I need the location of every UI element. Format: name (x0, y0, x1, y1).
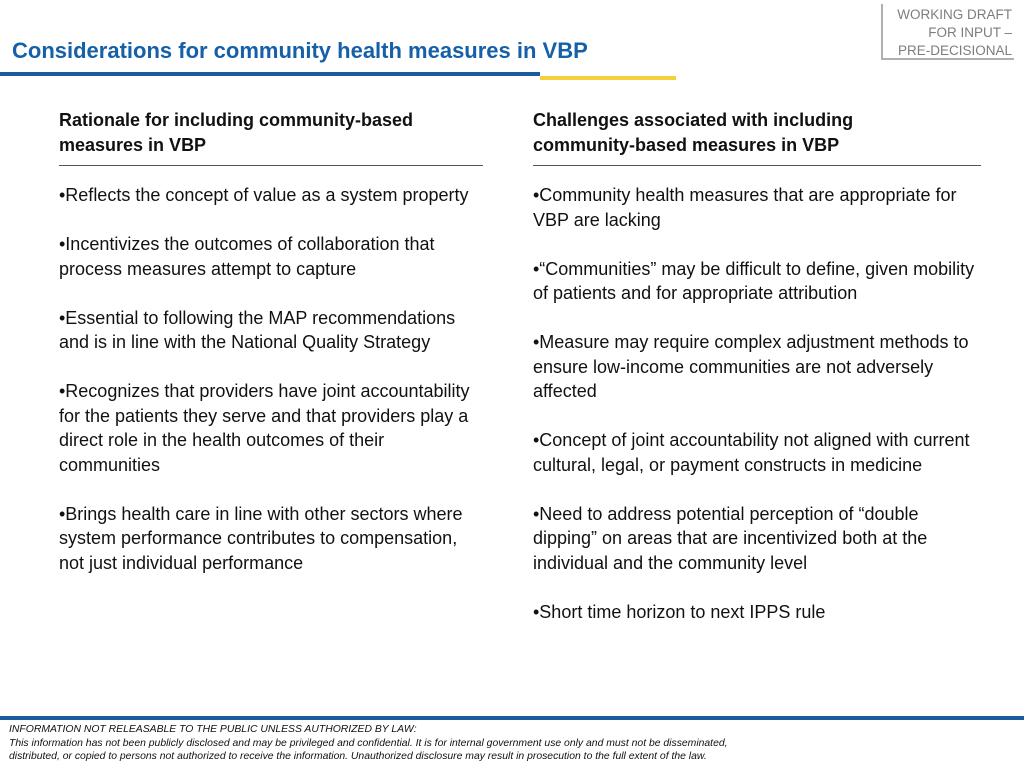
list-item: •Measure may require complex adjustment methods to ensure low-income communities are not adversely affected (533, 332, 969, 401)
title-underline-blue (0, 72, 540, 76)
list-item: •Need to address potential perception of “double dipping” on areas that are incentivized both at the individual and the community level (533, 503, 928, 573)
draft-stamp-line: FOR INPUT – (928, 25, 1012, 40)
challenges-list (533, 183, 981, 624)
heading-line: community-based measures in VBP (533, 134, 840, 155)
draft-stamp-line: WORKING DRAFT (897, 7, 1012, 22)
list-item: •Recognizes that providers have joint accountability for the patients they serve and that providers play a direct role in the health outcomes of their communities (59, 381, 470, 475)
list-item: •Short time horizon to next IPPS rule (533, 601, 826, 622)
rationale-heading (59, 108, 483, 166)
heading-line: Challenges associated with including (533, 110, 854, 130)
slide-title: Considerations for community health measures in VBP (12, 38, 588, 63)
list-item: •Brings health care in line with other sectors where system performance contributes to compensation, not just individual performance (59, 503, 463, 573)
list-item: •“Communities” may be difficult to define, given mobility of patients and for appropriate attribution (533, 258, 975, 303)
heading-line: measures in VBP (59, 134, 207, 155)
title-underline-yellow-accent (540, 76, 676, 80)
challenges-heading (533, 108, 981, 166)
footer-rule (0, 716, 1024, 720)
challenges-column (533, 108, 981, 649)
footer-line: distributed, or copied to persons not authorized to receive the information. Unauthorized disclosure may result in prosecution to the full extent of the law. (9, 751, 707, 762)
footer-line: INFORMATION NOT RELEASABLE TO THE PUBLIC UNLESS AUTHORIZED BY LAW: (9, 724, 417, 735)
draft-stamp-line: PRE-DECISIONAL (897, 43, 1012, 58)
draft-stamp (881, 4, 1014, 60)
list-item: •Essential to following the MAP recommendations and is in line with the National Quality Strategy (59, 307, 456, 352)
list-item: •Concept of joint accountability not aligned with current cultural, legal, or payment constructs in medicine (533, 430, 970, 475)
rationale-list (59, 183, 487, 575)
confidentiality-footer (9, 723, 1019, 764)
list-item: •Community health measures that are appropriate for VBP are lacking (533, 185, 957, 230)
footer-line: This information has not been publicly disclosed and may be privileged and confidential. It is for internal government use only and must not be disseminated, (9, 737, 728, 749)
heading-line: Rationale for including community-based (59, 110, 414, 130)
rationale-column (59, 108, 487, 600)
list-item: •Incentivizes the outcomes of collaboration that process measures attempt to capture (59, 234, 435, 279)
list-item: •Reflects the concept of value as a system property (59, 185, 469, 205)
